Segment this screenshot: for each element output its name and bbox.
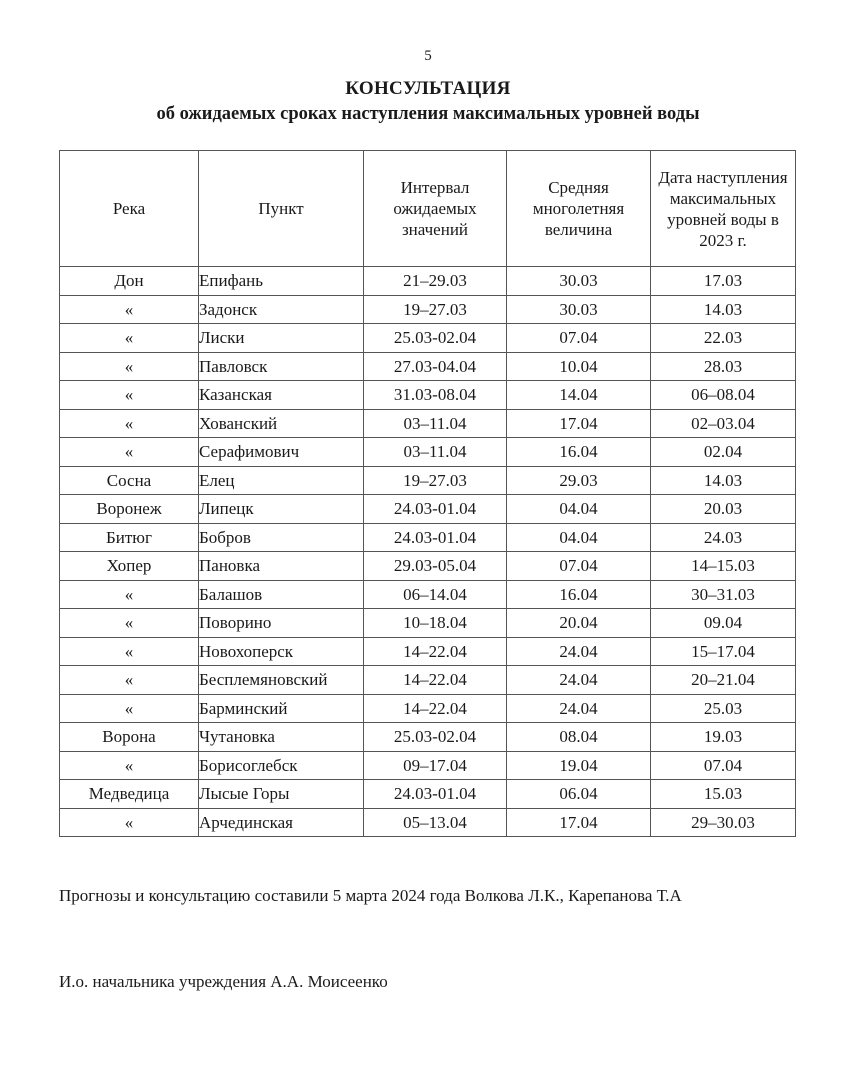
table-row: [60, 609, 796, 638]
cell-interval: 27.03-04.04: [364, 352, 507, 381]
table-row: [60, 267, 796, 296]
table-header-row: [60, 151, 796, 267]
cell-date: 25.03: [651, 694, 796, 723]
cell-mean: 16.04: [507, 580, 651, 609]
cell-point: Поворино: [199, 609, 364, 638]
header-point: Пункт: [199, 151, 364, 267]
cell-interval: 09–17.04: [364, 751, 507, 780]
cell-interval: 14–22.04: [364, 666, 507, 695]
cell-mean: 17.04: [507, 808, 651, 837]
cell-point: Балашов: [199, 580, 364, 609]
cell-river: «: [60, 666, 199, 695]
cell-interval: 25.03-02.04: [364, 723, 507, 752]
cell-point: Борисоглебск: [199, 751, 364, 780]
cell-interval: 14–22.04: [364, 694, 507, 723]
table-row: [60, 523, 796, 552]
cell-river: Дон: [60, 267, 199, 296]
page-number: 5: [424, 48, 432, 64]
compilers-note: Прогнозы и консультацию составили 5 марта 2024 года Волкова Л.К., Карепанова Т.А: [59, 886, 682, 905]
cell-date: 30–31.03: [651, 580, 796, 609]
cell-interval: 19–27.03: [364, 295, 507, 324]
cell-river: «: [60, 381, 199, 410]
forecast-table: [59, 150, 796, 837]
table-row: [60, 780, 796, 809]
cell-interval: 24.03-01.04: [364, 495, 507, 524]
cell-point: Новохоперск: [199, 637, 364, 666]
cell-date: 07.04: [651, 751, 796, 780]
cell-point: Арчединская: [199, 808, 364, 837]
cell-interval: 05–13.04: [364, 808, 507, 837]
table-row: [60, 723, 796, 752]
cell-date: 17.03: [651, 267, 796, 296]
table-row: [60, 324, 796, 353]
cell-point: Епифань: [199, 267, 364, 296]
cell-mean: 30.03: [507, 295, 651, 324]
document-subtitle: об ожидаемых сроках наступления максимальных уровней воды: [156, 104, 700, 124]
cell-mean: 24.04: [507, 666, 651, 695]
cell-interval: 14–22.04: [364, 637, 507, 666]
cell-date: 14–15.03: [651, 552, 796, 581]
cell-river: «: [60, 751, 199, 780]
cell-date: 02–03.04: [651, 409, 796, 438]
cell-river: «: [60, 409, 199, 438]
cell-mean: 30.03: [507, 267, 651, 296]
cell-interval: 21–29.03: [364, 267, 507, 296]
header-interval: Интервал ожидаемых значений: [364, 151, 507, 267]
cell-mean: 16.04: [507, 438, 651, 467]
cell-point: Бобров: [199, 523, 364, 552]
cell-interval: 29.03-05.04: [364, 552, 507, 581]
table-row: [60, 694, 796, 723]
cell-river: «: [60, 295, 199, 324]
cell-date: 09.04: [651, 609, 796, 638]
header-mean: Средняя многолетняя величина: [507, 151, 651, 267]
cell-interval: 06–14.04: [364, 580, 507, 609]
cell-mean: 24.04: [507, 637, 651, 666]
cell-date: 06–08.04: [651, 381, 796, 410]
cell-river: «: [60, 694, 199, 723]
cell-mean: 10.04: [507, 352, 651, 381]
cell-river: «: [60, 324, 199, 353]
cell-mean: 14.04: [507, 381, 651, 410]
cell-river: «: [60, 609, 199, 638]
cell-mean: 24.04: [507, 694, 651, 723]
cell-river: «: [60, 808, 199, 837]
cell-date: 14.03: [651, 295, 796, 324]
cell-river: «: [60, 637, 199, 666]
table-row: [60, 552, 796, 581]
cell-river: Ворона: [60, 723, 199, 752]
cell-mean: 17.04: [507, 409, 651, 438]
signature-line: И.о. начальника учреждения А.А. Моисеенко: [59, 972, 388, 991]
table-row: [60, 295, 796, 324]
table-row: [60, 808, 796, 837]
cell-point: Казанская: [199, 381, 364, 410]
cell-date: 14.03: [651, 466, 796, 495]
cell-river: Воронеж: [60, 495, 199, 524]
cell-mean: 19.04: [507, 751, 651, 780]
table-row: [60, 751, 796, 780]
cell-mean: 07.04: [507, 552, 651, 581]
table-row: [60, 352, 796, 381]
cell-date: 29–30.03: [651, 808, 796, 837]
cell-date: 15.03: [651, 780, 796, 809]
cell-point: Серафимович: [199, 438, 364, 467]
cell-mean: 07.04: [507, 324, 651, 353]
cell-point: Лиски: [199, 324, 364, 353]
cell-mean: 04.04: [507, 523, 651, 552]
cell-mean: 06.04: [507, 780, 651, 809]
cell-mean: 04.04: [507, 495, 651, 524]
cell-mean: 29.03: [507, 466, 651, 495]
cell-interval: 19–27.03: [364, 466, 507, 495]
document-title: КОНСУЛЬТАЦИЯ: [345, 78, 511, 99]
header-river: Река: [60, 151, 199, 267]
cell-point: Павловск: [199, 352, 364, 381]
cell-interval: 24.03-01.04: [364, 780, 507, 809]
cell-interval: 24.03-01.04: [364, 523, 507, 552]
cell-river: «: [60, 438, 199, 467]
table-row: [60, 409, 796, 438]
cell-date: 19.03: [651, 723, 796, 752]
cell-point: Бесплемяновский: [199, 666, 364, 695]
cell-mean: 20.04: [507, 609, 651, 638]
cell-river: Сосна: [60, 466, 199, 495]
cell-interval: 31.03-08.04: [364, 381, 507, 410]
cell-interval: 25.03-02.04: [364, 324, 507, 353]
cell-point: Лысые Горы: [199, 780, 364, 809]
cell-river: «: [60, 352, 199, 381]
table-row: [60, 381, 796, 410]
table-body: [60, 267, 796, 837]
cell-date: 24.03: [651, 523, 796, 552]
cell-river: «: [60, 580, 199, 609]
cell-interval: 03–11.04: [364, 438, 507, 467]
cell-river: Битюг: [60, 523, 199, 552]
cell-point: Барминский: [199, 694, 364, 723]
cell-river: Хопер: [60, 552, 199, 581]
table-row: [60, 666, 796, 695]
cell-point: Чутановка: [199, 723, 364, 752]
cell-point: Задонск: [199, 295, 364, 324]
table-row: [60, 580, 796, 609]
cell-point: Пановка: [199, 552, 364, 581]
cell-point: Липецк: [199, 495, 364, 524]
cell-date: 28.03: [651, 352, 796, 381]
header-date: Дата наступления максимальных уровней воды в 2023 г.: [651, 151, 796, 267]
cell-date: 15–17.04: [651, 637, 796, 666]
cell-point: Хованский: [199, 409, 364, 438]
cell-date: 22.03: [651, 324, 796, 353]
cell-date: 20–21.04: [651, 666, 796, 695]
cell-interval: 03–11.04: [364, 409, 507, 438]
cell-interval: 10–18.04: [364, 609, 507, 638]
cell-date: 02.04: [651, 438, 796, 467]
table-row: [60, 466, 796, 495]
cell-point: Елец: [199, 466, 364, 495]
cell-date: 20.03: [651, 495, 796, 524]
table-row: [60, 637, 796, 666]
table-row: [60, 438, 796, 467]
cell-mean: 08.04: [507, 723, 651, 752]
table-row: [60, 495, 796, 524]
cell-river: Медведица: [60, 780, 199, 809]
